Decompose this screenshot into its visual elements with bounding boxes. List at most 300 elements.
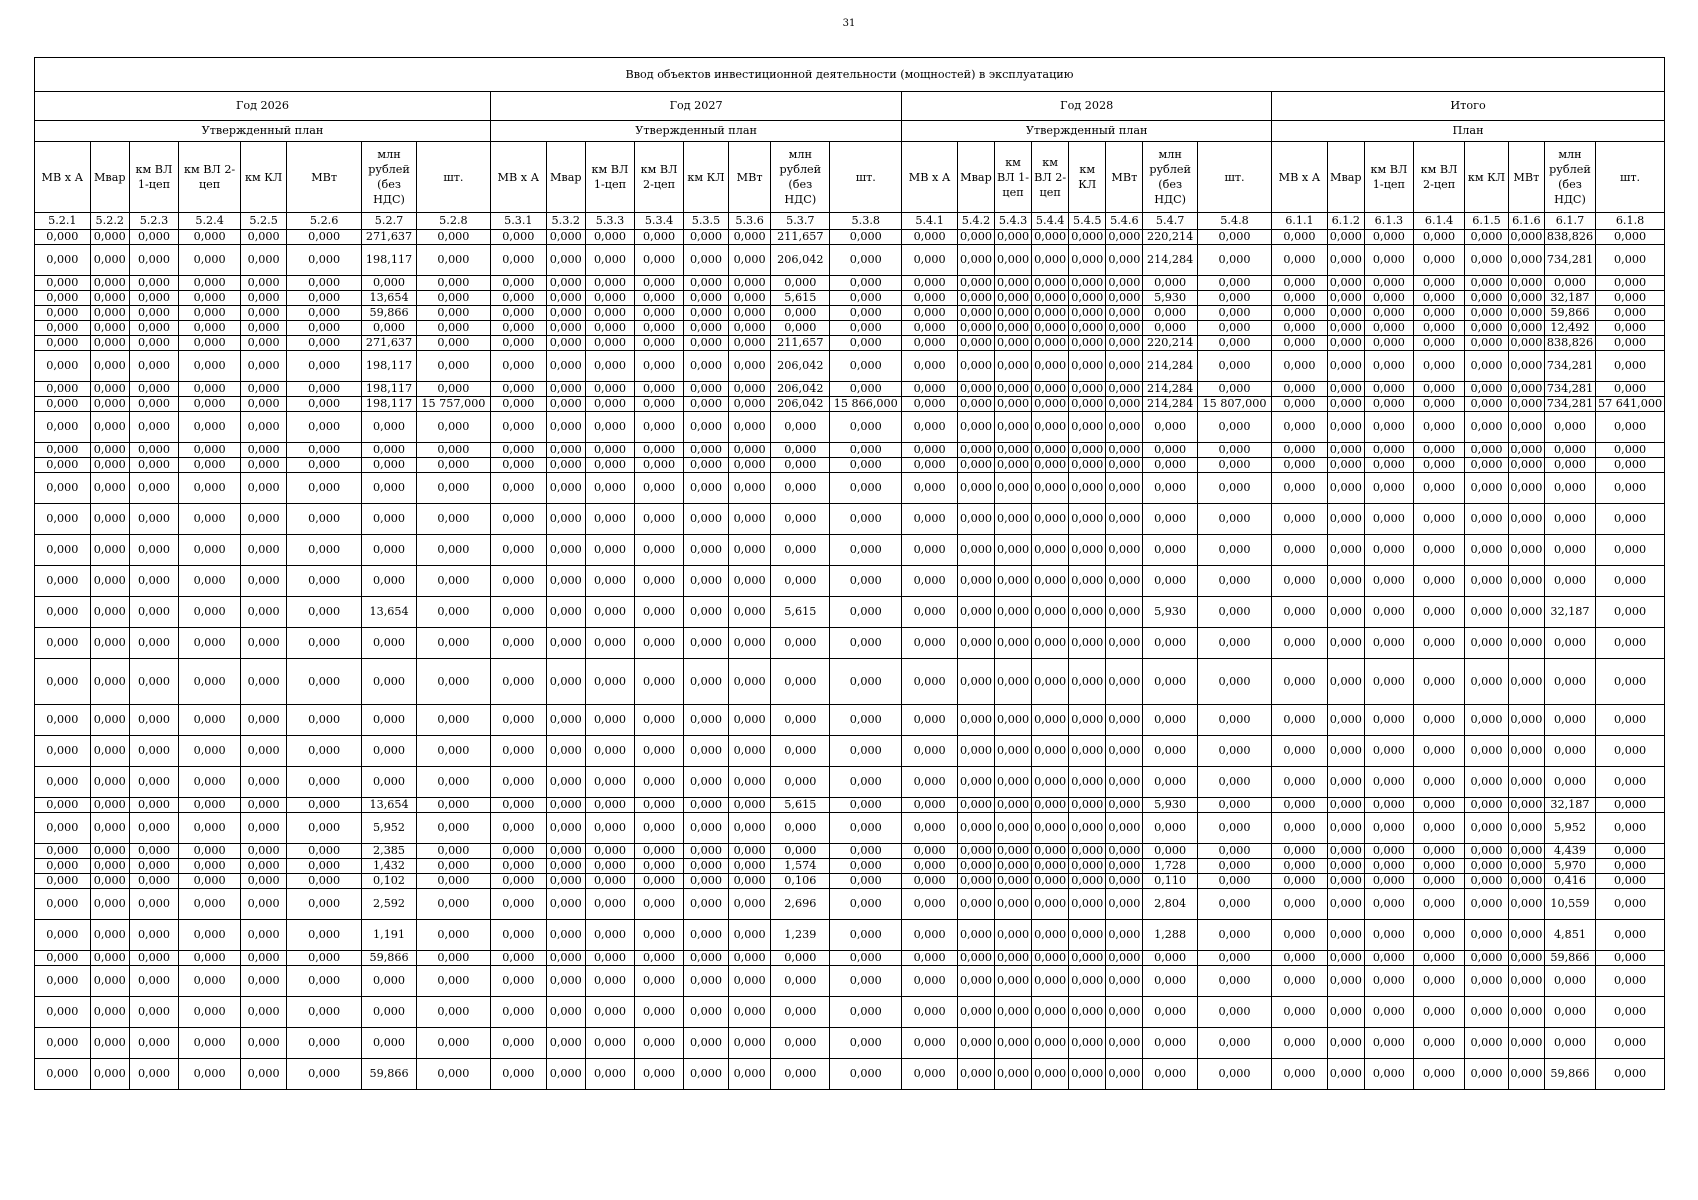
cell-value: 0,000 xyxy=(287,566,362,597)
cell-value: 0,000 xyxy=(1596,705,1665,736)
cell-value: 0,000 xyxy=(1032,230,1069,245)
cell-value: 0,000 xyxy=(585,566,634,597)
cell-mln-rub: 32,187 xyxy=(1544,597,1595,628)
table-row xyxy=(35,321,1665,336)
cell-value: 0,000 xyxy=(90,397,129,412)
cell-value: 0,000 xyxy=(179,767,241,798)
cell-mln-rub: 0,000 xyxy=(771,966,830,997)
cell-value: 0,000 xyxy=(1596,412,1665,443)
cell-value: 0,000 xyxy=(546,321,585,336)
cell-value: 0,000 xyxy=(179,1028,241,1059)
cell-value: 0,000 xyxy=(902,566,958,597)
column-code: 6.1.6 xyxy=(1508,213,1544,230)
cell-value: 0,000 xyxy=(129,535,178,566)
cell-mln-rub: 0,000 xyxy=(1143,813,1198,844)
cell-value: 0,000 xyxy=(1413,597,1464,628)
cell-value: 0,000 xyxy=(287,382,362,397)
cell-value: 0,000 xyxy=(1272,351,1328,382)
cell-value: 0,000 xyxy=(902,798,958,813)
cell-value: 0,000 xyxy=(1327,859,1364,874)
cell-mln-rub: 0,000 xyxy=(771,997,830,1028)
cell-value: 0,000 xyxy=(1197,844,1271,859)
cell-value: 0,000 xyxy=(684,844,729,859)
cell-value: 0,000 xyxy=(830,1059,902,1090)
cell-value: 0,000 xyxy=(830,382,902,397)
cell-value: 0,000 xyxy=(1413,1028,1464,1059)
cell-value: 0,000 xyxy=(1508,1028,1544,1059)
cell-value: 0,000 xyxy=(1510,397,1543,410)
cell-value: 0,000 xyxy=(491,705,547,736)
cell-value: 0,000 xyxy=(546,889,585,920)
cell-value: 0,000 xyxy=(1069,245,1106,276)
cell-value: 0,000 xyxy=(957,230,994,245)
cell-value: 0,000 xyxy=(241,351,287,382)
cell-value: 0,000 xyxy=(287,230,362,245)
unit-header: шт. xyxy=(1197,142,1271,213)
cell-value: 0,000 xyxy=(902,874,958,889)
cell-value: 0,000 xyxy=(830,1028,902,1059)
cell-value: 0,000 xyxy=(1413,844,1464,859)
table-row xyxy=(35,566,1665,597)
cell-value: 0,000 xyxy=(241,859,287,874)
cell-value: 0,000 xyxy=(1413,736,1464,767)
cell-value: 0,000 xyxy=(241,535,287,566)
cell-value: 0,000 xyxy=(241,874,287,889)
cell-value: 0,000 xyxy=(728,1059,771,1090)
cell-value: 0,000 xyxy=(1508,997,1544,1028)
cell-value: 0,000 xyxy=(491,382,547,397)
cell-value: 0,000 xyxy=(90,336,129,351)
cell-value: 0,000 xyxy=(1327,920,1364,951)
cell-value: 0,000 xyxy=(585,382,634,397)
cell-mln-rub: 211,657 xyxy=(771,230,830,245)
cell-value: 0,000 xyxy=(1364,859,1413,874)
cell-value: 0,000 xyxy=(287,597,362,628)
cell-value: 0,000 xyxy=(241,336,287,351)
column-code: 6.1.1 xyxy=(1272,213,1328,230)
cell-value: 0,000 xyxy=(35,813,91,844)
cell-value: 0,000 xyxy=(1106,245,1143,276)
cell-value: 0,000 xyxy=(129,1028,178,1059)
table-row xyxy=(35,1059,1665,1090)
cell-value: 0,000 xyxy=(1272,336,1328,351)
cell-value: 0,000 xyxy=(1069,535,1106,566)
cell-value: 0,000 xyxy=(1596,443,1665,458)
cell-value: 0,000 xyxy=(1327,245,1364,276)
cell-value: 0,000 xyxy=(129,336,178,351)
cell-value: 0,000 xyxy=(179,736,241,767)
cell-value: 0,000 xyxy=(35,705,91,736)
table-row xyxy=(35,351,1665,382)
unit-header: км ВЛ 1-цеп xyxy=(585,142,634,213)
cell-value: 0,000 xyxy=(830,276,902,291)
cell-value: 0,000 xyxy=(287,443,362,458)
cell-mln-rub: 0,000 xyxy=(771,705,830,736)
cell-value: 0,000 xyxy=(1032,504,1069,535)
cell-value: 0,000 xyxy=(995,1028,1032,1059)
cell-value: 0,000 xyxy=(902,767,958,798)
cell-value: 0,000 xyxy=(1596,813,1665,844)
cell-value: 0,000 xyxy=(1596,276,1665,291)
cell-value: 0,000 xyxy=(1272,473,1328,504)
cell-mln-rub: 0,000 xyxy=(362,966,417,997)
cell-value: 0,000 xyxy=(1106,382,1143,397)
cell-value: 0,000 xyxy=(546,412,585,443)
cell-value: 0,000 xyxy=(241,443,287,458)
table-row xyxy=(35,1028,1665,1059)
cell-value: 0,000 xyxy=(287,889,362,920)
cell-value: 0,000 xyxy=(1413,321,1464,336)
cell-value: 0,000 xyxy=(635,705,684,736)
cell-mln-rub: 0,000 xyxy=(771,566,830,597)
header-title-row xyxy=(35,58,1665,92)
cell-value: 0,000 xyxy=(35,535,91,566)
cell-value: 0,000 xyxy=(287,291,362,306)
cell-value: 0,000 xyxy=(830,443,902,458)
cell-value: 0,000 xyxy=(1069,321,1106,336)
cell-value: 0,000 xyxy=(546,535,585,566)
cell-value: 0,000 xyxy=(1596,458,1665,473)
cell-value: 0,000 xyxy=(491,306,547,321)
cell-value: 0,000 xyxy=(179,566,241,597)
cell-value: 0,000 xyxy=(416,813,490,844)
cell-value: 0,000 xyxy=(1465,997,1509,1028)
cell-value: 0,000 xyxy=(287,473,362,504)
cell-value: 0,000 xyxy=(1197,230,1271,245)
cell-value: 0,000 xyxy=(416,458,490,473)
cell-value: 0,000 xyxy=(287,997,362,1028)
cell-value: 0,000 xyxy=(1272,951,1328,966)
cell-value: 0,000 xyxy=(1364,504,1413,535)
cell-value: 0,000 xyxy=(1508,920,1544,951)
cell-value: 0,000 xyxy=(585,659,634,705)
cell-value: 0,000 xyxy=(1106,504,1143,535)
cell-value: 0,000 xyxy=(1413,628,1464,659)
cell-value: 0,000 xyxy=(684,230,729,245)
cell-mln-rub: 0,000 xyxy=(1143,276,1198,291)
cell-value: 0,000 xyxy=(491,276,547,291)
cell-sht: 15 807,000 xyxy=(1197,397,1271,412)
cell-value: 0,000 xyxy=(1364,397,1413,412)
cell-value: 0,000 xyxy=(90,597,129,628)
cell-value: 0,000 xyxy=(957,628,994,659)
cell-mln-rub: 211,657 xyxy=(771,336,830,351)
cell-value: 0,000 xyxy=(179,291,241,306)
cell-value: 0,000 xyxy=(1327,951,1364,966)
cell-value: 0,000 xyxy=(1197,351,1271,382)
cell-value: 0,000 xyxy=(491,321,547,336)
cell-value: 0,000 xyxy=(416,951,490,966)
cell-value: 0,000 xyxy=(546,874,585,889)
cell-value: 0,000 xyxy=(1032,306,1069,321)
cell-value: 0,000 xyxy=(1596,844,1665,859)
cell-mln-rub: 2,804 xyxy=(1143,889,1198,920)
cell-mln-rub: 0,000 xyxy=(362,321,417,336)
cell-value: 0,000 xyxy=(635,245,684,276)
cell-value: 0,000 xyxy=(830,504,902,535)
cell-value: 0,000 xyxy=(90,966,129,997)
cell-value: 0,000 xyxy=(90,859,129,874)
cell-value: 0,000 xyxy=(684,1059,729,1090)
cell-value: 0,000 xyxy=(1596,336,1665,351)
cell-mln-rub: 0,000 xyxy=(1143,844,1198,859)
cell-mln-rub: 0,000 xyxy=(1143,566,1198,597)
table-row xyxy=(35,245,1665,276)
cell-value: 0,000 xyxy=(1032,473,1069,504)
cell-value: 0,000 xyxy=(241,566,287,597)
cell-value: 0,000 xyxy=(957,705,994,736)
cell-value: 0,000 xyxy=(1327,659,1364,705)
cell-mln-rub: 5,615 xyxy=(771,597,830,628)
cell-value: 0,000 xyxy=(1413,443,1464,458)
cell-value: 0,000 xyxy=(35,321,91,336)
cell-value: 0,000 xyxy=(1106,306,1143,321)
cell-value: 0,000 xyxy=(1413,997,1464,1028)
cell-value: 0,000 xyxy=(830,813,902,844)
cell-value: 0,000 xyxy=(830,736,902,767)
cell-value: 0,000 xyxy=(1327,351,1364,382)
header-plans-row xyxy=(35,121,1665,142)
plan-total-header: План xyxy=(1272,121,1665,142)
cell-value: 0,000 xyxy=(684,276,729,291)
cell-value: 0,000 xyxy=(995,813,1032,844)
cell-value: 0,000 xyxy=(287,276,362,291)
cell-mln-rub: 13,654 xyxy=(362,798,417,813)
cell-mln-rub: 4,851 xyxy=(1544,920,1595,951)
cell-value: 0,000 xyxy=(287,1028,362,1059)
cell-value: 0,000 xyxy=(1510,291,1543,304)
cell-value: 0,000 xyxy=(585,397,634,412)
cell-value: 0,000 xyxy=(1272,306,1328,321)
cell-value: 0,000 xyxy=(1069,458,1106,473)
cell-value: 0,000 xyxy=(585,736,634,767)
cell-value: 0,000 xyxy=(728,458,771,473)
cell-value: 0,000 xyxy=(728,535,771,566)
cell-mln-rub: 0,000 xyxy=(1143,504,1198,535)
cell-value: 0,000 xyxy=(1106,1059,1143,1090)
cell-value: 0,000 xyxy=(416,597,490,628)
cell-value: 0,000 xyxy=(585,997,634,1028)
cell-sht: 15 866,000 xyxy=(830,397,902,412)
cell-value: 0,000 xyxy=(684,997,729,1028)
cell-value: 0,000 xyxy=(957,473,994,504)
cell-value: 0,000 xyxy=(957,397,994,412)
table-row xyxy=(35,597,1665,628)
cell-value: 0,000 xyxy=(1508,1059,1544,1090)
cell-value: 0,000 xyxy=(995,889,1032,920)
cell-value: 0,000 xyxy=(1465,336,1509,351)
cell-value: 0,000 xyxy=(241,798,287,813)
cell-value: 0,000 xyxy=(902,859,958,874)
cell-value: 0,000 xyxy=(546,504,585,535)
table-row xyxy=(35,889,1665,920)
cell-value: 0,000 xyxy=(1465,351,1509,382)
cell-value: 0,000 xyxy=(1465,504,1509,535)
cell-value: 0,000 xyxy=(1069,628,1106,659)
cell-value: 0,000 xyxy=(684,336,729,351)
cell-mln-rub: 0,000 xyxy=(1544,443,1595,458)
cell-value: 0,000 xyxy=(995,230,1032,245)
cell-value: 0,000 xyxy=(1596,504,1665,535)
cell-value: 0,000 xyxy=(129,382,178,397)
cell-value: 0,000 xyxy=(1364,321,1413,336)
cell-value: 0,000 xyxy=(995,951,1032,966)
cell-value: 0,000 xyxy=(287,920,362,951)
cell-value: 0,000 xyxy=(1032,736,1069,767)
cell-value: 0,000 xyxy=(957,920,994,951)
cell-value: 0,000 xyxy=(585,597,634,628)
cell-value: 0,000 xyxy=(684,736,729,767)
cell-value: 0,000 xyxy=(728,798,771,813)
cell-value: 0,000 xyxy=(1413,951,1464,966)
cell-value: 0,000 xyxy=(491,566,547,597)
cell-value: 0,000 xyxy=(585,230,634,245)
cell-value: 0,000 xyxy=(1364,351,1413,382)
cell-value: 0,000 xyxy=(416,920,490,951)
cell-value: 0,000 xyxy=(957,443,994,458)
cell-value: 0,000 xyxy=(957,412,994,443)
cell-value: 0,000 xyxy=(35,736,91,767)
cell-value: 0,000 xyxy=(585,844,634,859)
cell-value: 0,000 xyxy=(1197,291,1271,306)
cell-value: 0,000 xyxy=(957,1028,994,1059)
cell-value: 0,000 xyxy=(1272,1059,1328,1090)
cell-value: 0,000 xyxy=(995,412,1032,443)
cell-value: 0,000 xyxy=(728,874,771,889)
table-row xyxy=(35,443,1665,458)
cell-value: 0,000 xyxy=(1510,276,1543,289)
cell-value: 0,000 xyxy=(1364,566,1413,597)
cell-value: 0,000 xyxy=(1364,889,1413,920)
cell-value: 0,000 xyxy=(728,813,771,844)
cell-value: 0,000 xyxy=(1106,966,1143,997)
cell-value: 0,000 xyxy=(129,412,178,443)
cell-value: 0,000 xyxy=(1032,566,1069,597)
unit-header: км ВЛ 1-цеп xyxy=(1364,142,1413,213)
cell-value: 0,000 xyxy=(1413,336,1464,351)
cell-value: 0,000 xyxy=(728,473,771,504)
cell-value: 0,000 xyxy=(635,813,684,844)
cell-value: 0,000 xyxy=(1465,889,1509,920)
cell-value: 0,000 xyxy=(684,504,729,535)
cell-value: 0,000 xyxy=(90,736,129,767)
cell-mln-rub: 0,000 xyxy=(362,659,417,705)
cell-value: 0,000 xyxy=(179,874,241,889)
cell-value: 0,000 xyxy=(491,951,547,966)
cell-value: 0,000 xyxy=(728,566,771,597)
cell-value: 0,000 xyxy=(585,966,634,997)
cell-value: 0,000 xyxy=(1106,1028,1143,1059)
cell-mln-rub: 198,117 xyxy=(362,382,417,397)
table-row xyxy=(35,859,1665,874)
cell-value: 0,000 xyxy=(179,306,241,321)
cell-value: 0,000 xyxy=(90,566,129,597)
cell-value: 0,000 xyxy=(546,351,585,382)
cell-value: 0,000 xyxy=(1069,351,1106,382)
cell-value: 0,000 xyxy=(1197,798,1271,813)
cell-value: 0,000 xyxy=(416,504,490,535)
cell-value: 0,000 xyxy=(90,705,129,736)
cell-value: 0,000 xyxy=(995,628,1032,659)
cell-value: 0,000 xyxy=(995,566,1032,597)
cell-value: 0,000 xyxy=(1465,951,1509,966)
cell-mln-rub: 12,492 xyxy=(1544,321,1595,336)
cell-value: 0,000 xyxy=(1465,736,1509,767)
cell-value: 0,000 xyxy=(179,920,241,951)
cell-value: 0,000 xyxy=(241,844,287,859)
cell-value: 0,000 xyxy=(287,397,362,412)
table-row xyxy=(35,473,1665,504)
cell-value: 0,000 xyxy=(416,844,490,859)
column-code: 5.3.8 xyxy=(830,213,902,230)
cell-value: 0,000 xyxy=(1596,473,1665,504)
total-header: Итого xyxy=(1272,92,1665,121)
cell-value: 0,000 xyxy=(491,1059,547,1090)
cell-value: 0,000 xyxy=(241,504,287,535)
cell-value: 0,000 xyxy=(241,705,287,736)
cell-mln-rub: 0,000 xyxy=(362,566,417,597)
cell-value: 0,000 xyxy=(1032,276,1069,291)
cell-value: 0,000 xyxy=(287,659,362,705)
cell-value: 0,000 xyxy=(90,951,129,966)
cell-value: 0,000 xyxy=(1327,321,1364,336)
cell-mln-rub: 1,288 xyxy=(1143,920,1198,951)
cell-value: 0,000 xyxy=(684,659,729,705)
cell-value: 0,000 xyxy=(635,443,684,458)
cell-value: 0,000 xyxy=(1364,659,1413,705)
cell-mln-rub: 734,281 xyxy=(1544,351,1595,382)
unit-header: МВт xyxy=(728,142,771,213)
cell-value: 0,000 xyxy=(287,736,362,767)
cell-value: 0,000 xyxy=(585,336,634,351)
cell-value: 0,000 xyxy=(1106,951,1143,966)
cell-value: 0,000 xyxy=(129,859,178,874)
cell-value: 0,000 xyxy=(35,412,91,443)
cell-value: 0,000 xyxy=(902,997,958,1028)
cell-value: 0,000 xyxy=(287,859,362,874)
cell-value: 0,000 xyxy=(1364,920,1413,951)
cell-value: 0,000 xyxy=(1465,473,1509,504)
cell-value: 0,000 xyxy=(287,1059,362,1090)
cell-value: 0,000 xyxy=(179,597,241,628)
column-code: 5.4.1 xyxy=(902,213,958,230)
cell-value: 0,000 xyxy=(995,767,1032,798)
cell-value: 0,000 xyxy=(1413,276,1464,291)
cell-value: 0,000 xyxy=(585,321,634,336)
cell-mln-rub: 0,000 xyxy=(1544,1028,1595,1059)
cell-mln-rub: 0,000 xyxy=(771,659,830,705)
cell-value: 0,000 xyxy=(902,397,958,412)
cell-value: 0,000 xyxy=(957,813,994,844)
cell-mln-rub: 0,000 xyxy=(1143,705,1198,736)
cell-value: 0,000 xyxy=(416,336,490,351)
cell-value: 0,000 xyxy=(416,276,490,291)
cell-value: 0,000 xyxy=(585,458,634,473)
cell-value: 0,000 xyxy=(129,767,178,798)
cell-value: 0,000 xyxy=(90,659,129,705)
cell-value: 0,000 xyxy=(1069,859,1106,874)
cell-value: 0,000 xyxy=(1413,813,1464,844)
cell-value: 0,000 xyxy=(416,736,490,767)
cell-mln-rub: 0,000 xyxy=(771,535,830,566)
cell-value: 0,000 xyxy=(1069,889,1106,920)
cell-value: 0,000 xyxy=(90,412,129,443)
cell-value: 0,000 xyxy=(179,443,241,458)
column-code: 5.3.2 xyxy=(546,213,585,230)
cell-value: 0,000 xyxy=(684,859,729,874)
cell-value: 0,000 xyxy=(1069,306,1106,321)
cell-value: 0,000 xyxy=(585,874,634,889)
